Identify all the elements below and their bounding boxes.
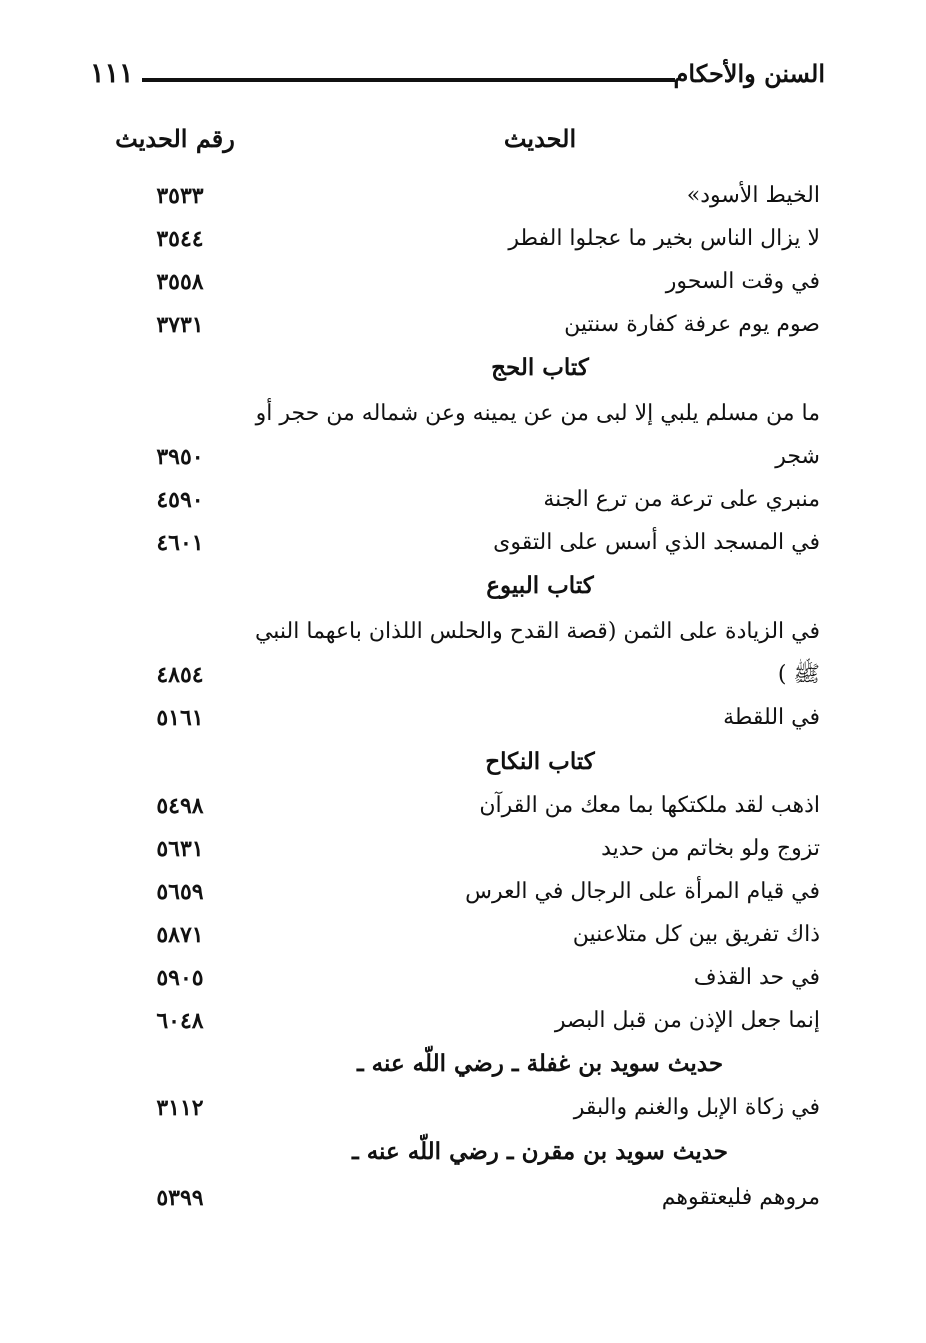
index-row	[100, 480, 820, 520]
index-row	[100, 1001, 820, 1041]
hadith-number: ٤٥٩٠	[156, 487, 204, 513]
column-header-hadith: الحديث	[503, 124, 577, 153]
hadith-number: ٥٤٩٨	[156, 793, 204, 819]
running-title: السنن والأحكام	[673, 59, 825, 88]
hadith-text: صوم يوم عرفة كفارة سنتين	[564, 312, 820, 337]
index-row	[100, 1178, 820, 1218]
column-header-number: رقم الحديث	[115, 124, 235, 153]
hadith-text: في زكاة الإبل والغنم والبقر	[573, 1095, 820, 1120]
hadith-text: في الزيادة على الثمن (قصة القدح والحلس اللذان باعهما النبي	[254, 619, 820, 644]
hadith-text: في اللقطة	[723, 705, 820, 730]
hadith-text: تزوج ولو بخاتم من حديد	[601, 836, 820, 861]
section-heading: حديث سويد بن مقرن ـ رضي اللّه عنه ـ	[351, 1138, 729, 1165]
hadith-text: في حد القذف	[693, 965, 820, 990]
hadith-text: اذهب لقد ملكتكها بما معك من القرآن	[479, 793, 820, 818]
section-heading: كتاب البيوع	[486, 572, 594, 599]
section-heading: حديث سويد بن غفلة ـ رضي اللّه عنه ـ	[356, 1050, 724, 1077]
hadith-number: ٤٦٠١	[156, 530, 204, 556]
hadith-number: ٣١١٢	[156, 1095, 204, 1121]
index-row	[100, 915, 820, 955]
hadith-number: ٥٦٣١	[156, 836, 204, 862]
section-heading: كتاب النكاح	[485, 748, 595, 775]
index-row	[100, 437, 820, 477]
hadith-text: منبري على ترعة من ترع الجنة	[543, 487, 820, 512]
index-row	[100, 655, 820, 695]
index-row	[100, 1088, 820, 1128]
index-row	[100, 698, 820, 738]
hadith-text: مروهم فليعتقوهم	[661, 1185, 820, 1210]
hadith-number: ٥٣٩٩	[156, 1185, 204, 1211]
hadith-text: في المسجد الذي أسس على التقوى	[493, 530, 820, 555]
hadith-number: ٥٦٥٩	[156, 879, 204, 905]
index-row	[100, 305, 820, 345]
hadith-number: ٣٥٤٤	[156, 226, 204, 252]
hadith-number: ٥٩٠٥	[156, 965, 204, 991]
hadith-text: إنما جعل الإذن من قبل البصر	[554, 1008, 820, 1033]
section-heading: كتاب الحج	[491, 354, 589, 381]
hadith-number: ٣٥٥٨	[156, 269, 204, 295]
page-number: ١١١	[90, 58, 134, 89]
index-row	[100, 219, 820, 259]
index-row	[100, 829, 820, 869]
index-row	[100, 262, 820, 302]
index-row	[100, 176, 820, 216]
index-row	[100, 612, 820, 652]
hadith-text: في وقت السحور	[665, 269, 820, 294]
hadith-text: الخيط الأسود»	[686, 183, 820, 208]
index-row	[100, 786, 820, 826]
index-row	[100, 394, 820, 434]
hadith-number: ٥١٦١	[156, 705, 204, 731]
hadith-number: ٣٩٥٠	[156, 444, 204, 470]
hadith-text: ذاك تفريق بين كل متلاعنين	[572, 922, 820, 947]
index-row	[100, 523, 820, 563]
index-row	[100, 872, 820, 912]
hadith-number: ٦٠٤٨	[156, 1008, 204, 1034]
hadith-text: ﷺ )	[777, 662, 820, 687]
hadith-number: ٤٨٥٤	[156, 662, 204, 688]
page-header	[90, 54, 825, 94]
hadith-number: ٣٧٣١	[156, 312, 204, 338]
header-rule	[142, 78, 675, 82]
hadith-text: لا يزال الناس بخير ما عجلوا الفطر	[508, 226, 820, 251]
hadith-number: ٣٥٣٣	[156, 183, 204, 209]
index-row	[100, 958, 820, 998]
hadith-text: في قيام المرأة على الرجال في العرس	[465, 879, 820, 904]
hadith-number: ٥٨٧١	[156, 922, 204, 948]
hadith-text: شجر	[775, 444, 820, 469]
hadith-text: ما من مسلم يلبي إلا لبى من عن يمينه وعن شماله من حجر أو	[255, 401, 820, 426]
